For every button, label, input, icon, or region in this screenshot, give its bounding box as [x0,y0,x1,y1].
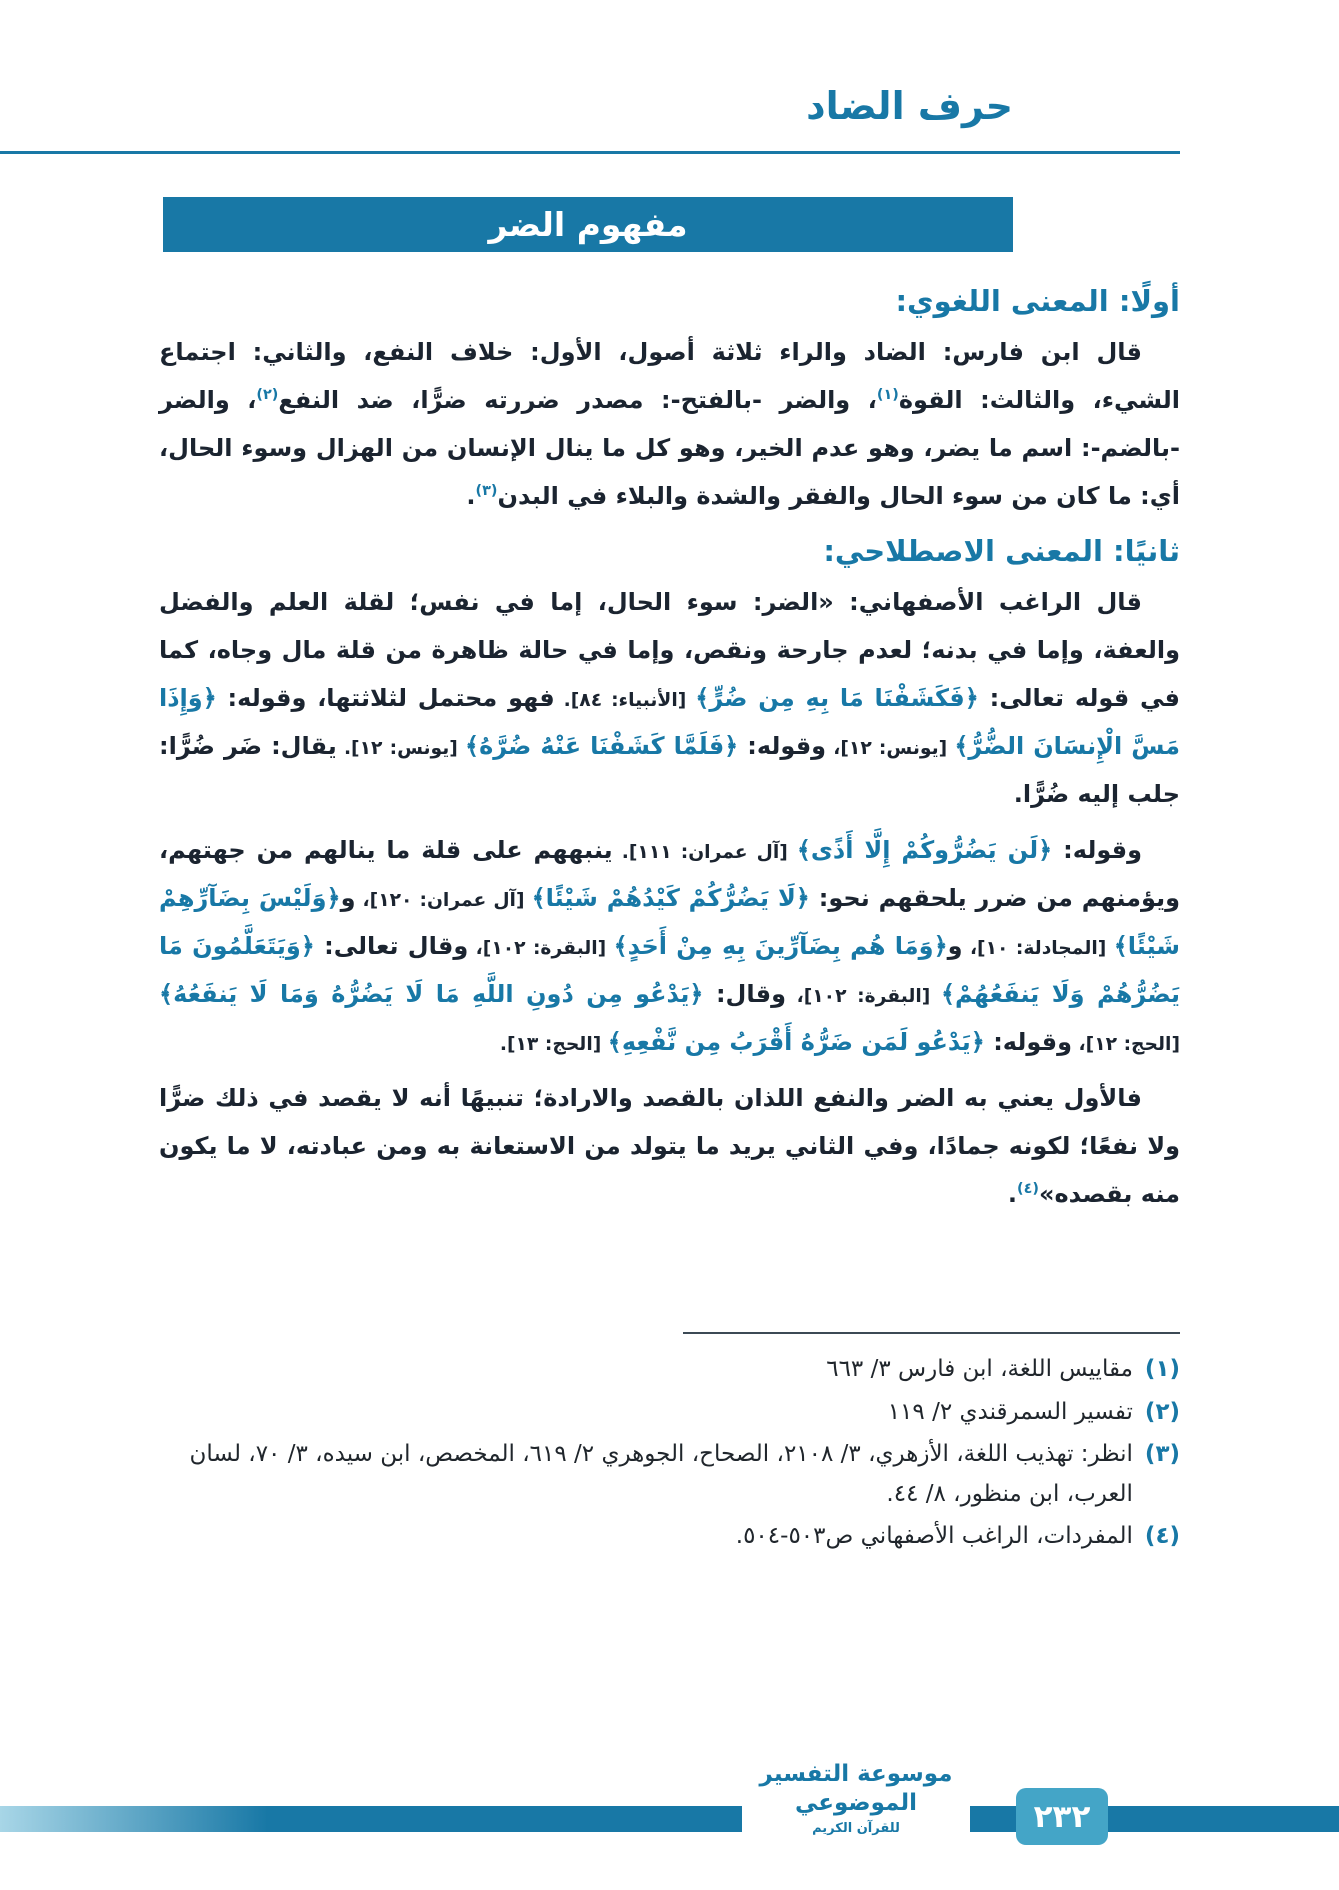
footer-bar [0,1806,1339,1832]
footnote-number: (٣) [1144,1441,1180,1468]
topic-banner [163,197,1013,252]
body-text: و [947,932,963,960]
quran-verse: ﴿وَمَا هُم بِضَآرِّينَ بِهِ مِنْ أَحَدٍ﴾ [613,932,948,960]
paragraph [159,328,1180,520]
quran-verse: ﴿يَدْعُو لَمَن ضَرُّهُ أَقْرَبُ مِن نَّفْعِهِ﴾ [607,1028,985,1056]
header-rule [0,151,1180,154]
body-text: فالأول يعني به الضر والنفع اللذان بالقصد والارادة؛ تنبيهًا أنه لا يقصد في ذلك ضرًّا ولا نفعًا؛ لكونه جمادًا، وفي الثاني يريد ما يتولد من الاستعانة به ومن عبادته، لا ما يكون منه بقصده» [159,1084,1180,1208]
page-number: ٢٣٢ [1033,1798,1091,1835]
footnote-number: (٢) [1144,1398,1180,1425]
section-heading: أولًا: المعنى اللغوي: [895,284,1180,318]
body-text: قال ابن فارس: الضاد والراء ثلاثة أصول، الأول: خلاف النفع، والثاني: اجتماع الشيء، والثالث: القوة [159,338,1180,414]
verse-citation: [الحج: ١٣]. [499,1034,608,1055]
quran-verse: ﴿وَإِذَا مَسَّ الْإِنسَانَ الضُّرُّ﴾ [159,684,1181,760]
footnote-item [159,1517,1180,1557]
body-text: فهو محتمل لثلاثتها، وقوله: [216,684,555,712]
body-text: يقال: ضَر ضُرًّا: جلب إليه ضُرًّا. [159,732,1180,808]
body-text: وقوله: [1052,836,1143,864]
paragraph [159,578,1180,818]
quran-verse: ﴿وَيَتَعَلَّمُونَ مَا يَضُرُّهُمْ وَلَا يَنفَعُهُمْ﴾ [159,932,1181,1008]
quran-verse: ﴿فَلَمَّا كَشَفْنَا عَنْهُ ضُرَّهُ﴾ [465,732,739,760]
footnote-item [159,1393,1180,1433]
paragraph [159,826,1180,1066]
page-number-badge [1016,1788,1108,1845]
footnote-ref: (٤) [1017,1181,1039,1197]
body-text: و [340,884,356,912]
paragraph [159,1074,1180,1218]
verse-citation: [الأنبياء: ٨٤]. [554,690,696,711]
footnote-ref: (١) [876,387,899,403]
footnote-text: انظر: تهذيب اللغة، الأزهري، ٣/ ٢١٠٨، الصحاح، الجوهري ٢/ ٦١٩، المخصص، ابن سيده، ٣/ ٧٠، لسان العرب، ابن منظور، ٨/ ٤٤. [189,1441,1133,1507]
chapter-header: حرف الضاد [806,84,1013,128]
footnote-text: مقاييس اللغة، ابن فارس ٣/ ٦٦٣ [826,1356,1133,1382]
footnote-ref: (٣) [475,483,498,499]
topic-title: مفهوم الضر [488,205,688,244]
verse-citation: [آل عمران: ١١١]. [612,842,797,863]
body-text: وقال تعالى: [314,932,469,960]
section-heading: ثانيًا: المعنى الاصطلاحي: [823,534,1180,568]
publisher-logo [742,1754,970,1842]
quran-verse: ﴿لَن يَضُرُّوكُمْ إِلَّا أَذًى﴾ [796,836,1053,864]
body-text: ينبههم على قلة ما ينالهم من جهتهم، ويؤمنهم من ضرر يلحقهم نحو: [159,836,1180,912]
body-text: ، والضر -بالفتح-: مصدر ضررته ضرًّا، ضد النفع [278,386,877,414]
quran-verse: ﴿فَكَشَفْنَا مَا بِهِ مِن ضُرٍّ﴾ [695,684,979,712]
footnote-item [159,1350,1180,1390]
body-text: ، والضر -بالضم-: اسم ما يضر، وهو عدم الخير، وهو كل ما ينال الإنسان من الهزال وسوء الحال، أي: ما كان من سوء الحال والفقر والشدة والبلاء في البدن [159,386,1180,510]
quran-verse: ﴿وَلَيْسَ بِضَآرِّهِمْ شَيْئًا﴾ [159,884,1180,960]
footnotes-list [159,1350,1180,1560]
verse-citation: [يونس: ١٢]، [826,738,955,759]
quran-verse: ﴿لَا يَضُرُّكُمْ كَيْدُهُمْ شَيْئًا﴾ [531,884,810,912]
body-text: . [1007,1180,1017,1208]
footnote-ref: (٢) [256,387,279,403]
body-text: قال الراغب الأصفهاني: «الضر: سوء الحال، إما في نفس؛ لقلة العلم والفضل والعفة، وإما في بدنه؛ لعدم جارحة ونقص، وإما في حالة ظاهرة من قلة مال وجاه، كما في قوله تعالى: [159,588,1180,712]
footnote-separator [683,1332,1180,1334]
body-text: وقوله: [984,1028,1073,1056]
body-text: وقال: [703,980,787,1008]
footnote-item [159,1435,1180,1514]
quran-verse: ﴿يَدْعُو مِن دُونِ اللَّهِ مَا لَا يَضُرُّهُ وَمَا لَا يَنفَعُهُ﴾ [159,980,704,1008]
footnote-text: المفردات، الراغب الأصفهاني ص٥٠٣-٥٠٤. [735,1523,1133,1550]
verse-citation: [المجادلة: ١٠]، [962,938,1114,959]
publisher-logo-title: موسوعة التفسير الموضوعي [759,1761,953,1816]
body-text: . [466,482,476,510]
verse-citation: [البقرة: ١٠٢]، [468,938,614,959]
footnote-number: (١) [1144,1356,1180,1382]
content-flow [159,270,1180,1226]
verse-citation: [آل عمران: ١٢٠]، [355,890,532,911]
body-text: وقوله: [738,732,827,760]
verse-citation: [يونس: ١٢]. [336,738,466,759]
footnote-number: (٤) [1144,1523,1180,1550]
verse-citation: [الحج: ١٢]، [1072,1034,1180,1055]
publisher-logo-subtitle: للقرآن الكريم [812,1820,900,1836]
footnote-text: تفسير السمرقندي ٢/ ١١٩ [887,1398,1133,1425]
verse-citation: [البقرة: ١٠٢]، [786,986,941,1007]
